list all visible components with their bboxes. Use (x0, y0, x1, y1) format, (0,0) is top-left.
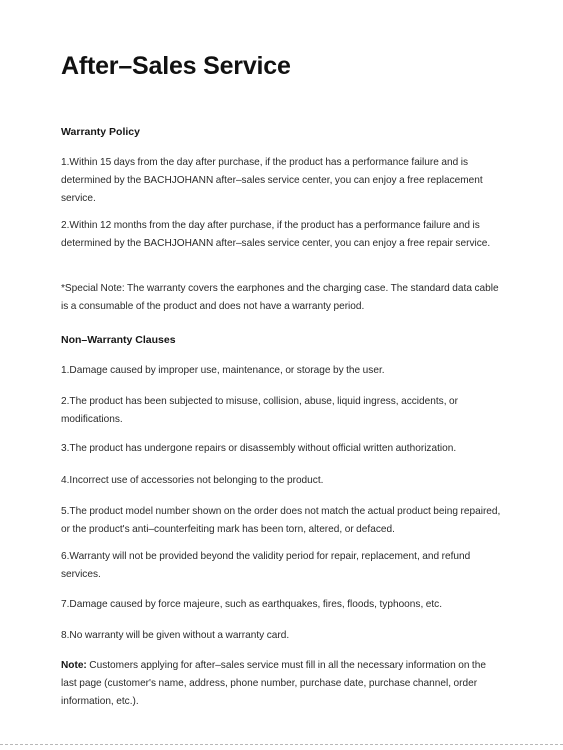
page-bottom-divider (0, 744, 563, 745)
note-label: Note: (61, 660, 87, 671)
non-warranty-item-2: 2.The product has been subjected to misuse, collision, abuse, liquid ingress, accidents, or modifications. (61, 396, 459, 425)
non-warranty-item-6: 6.Warranty will not be provided beyond the validity period for repair, replacement, and refund services. (61, 551, 471, 580)
page-title: After–Sales Service (61, 52, 291, 80)
non-warranty-item-3: 3.The product has undergone repairs or disassembly without official written authorization. (61, 443, 457, 454)
warranty-item-2: 2.Within 12 months from the day after purchase, if the product has a performance failure and is determined by the BACHJOHANN after–sales service center, you can enjoy a free repair service. (61, 220, 491, 249)
warranty-special-note: *Special Note: The warranty covers the earphones and the charging case. The standard data cable is a consumable of the product and does not have a warranty period. (61, 283, 499, 312)
non-warranty-item-5: 5.The product model number shown on the order does not match the actual product being repaired, or the product's anti–counterfeiting mark has been torn, altered, or defaced. (61, 506, 501, 535)
warranty-item-1: 1.Within 15 days from the day after purchase, if the product has a performance failure and is determined by the BACHJOHANN after–sales service center, you can enjoy a free replacement service. (61, 157, 483, 204)
warranty-policy-heading: Warranty Policy (61, 126, 140, 138)
non-warranty-item-8: 8.No warranty will be given without a warranty card. (61, 630, 290, 641)
non-warranty-item-1: 1.Damage caused by improper use, maintenance, or storage by the user. (61, 365, 385, 376)
non-warranty-heading: Non–Warranty Clauses (61, 334, 176, 346)
non-warranty-item-7: 7.Damage caused by force majeure, such as earthquakes, fires, floods, typhoons, etc. (61, 599, 443, 610)
note-text: Customers applying for after–sales service must fill in all the necessary information on the last page (customer's name, address, phone number, purchase date, purchase channel, order information, etc.). (61, 660, 486, 707)
customer-note (61, 657, 501, 711)
non-warranty-item-4: 4.Incorrect use of accessories not belonging to the product. (61, 475, 324, 486)
